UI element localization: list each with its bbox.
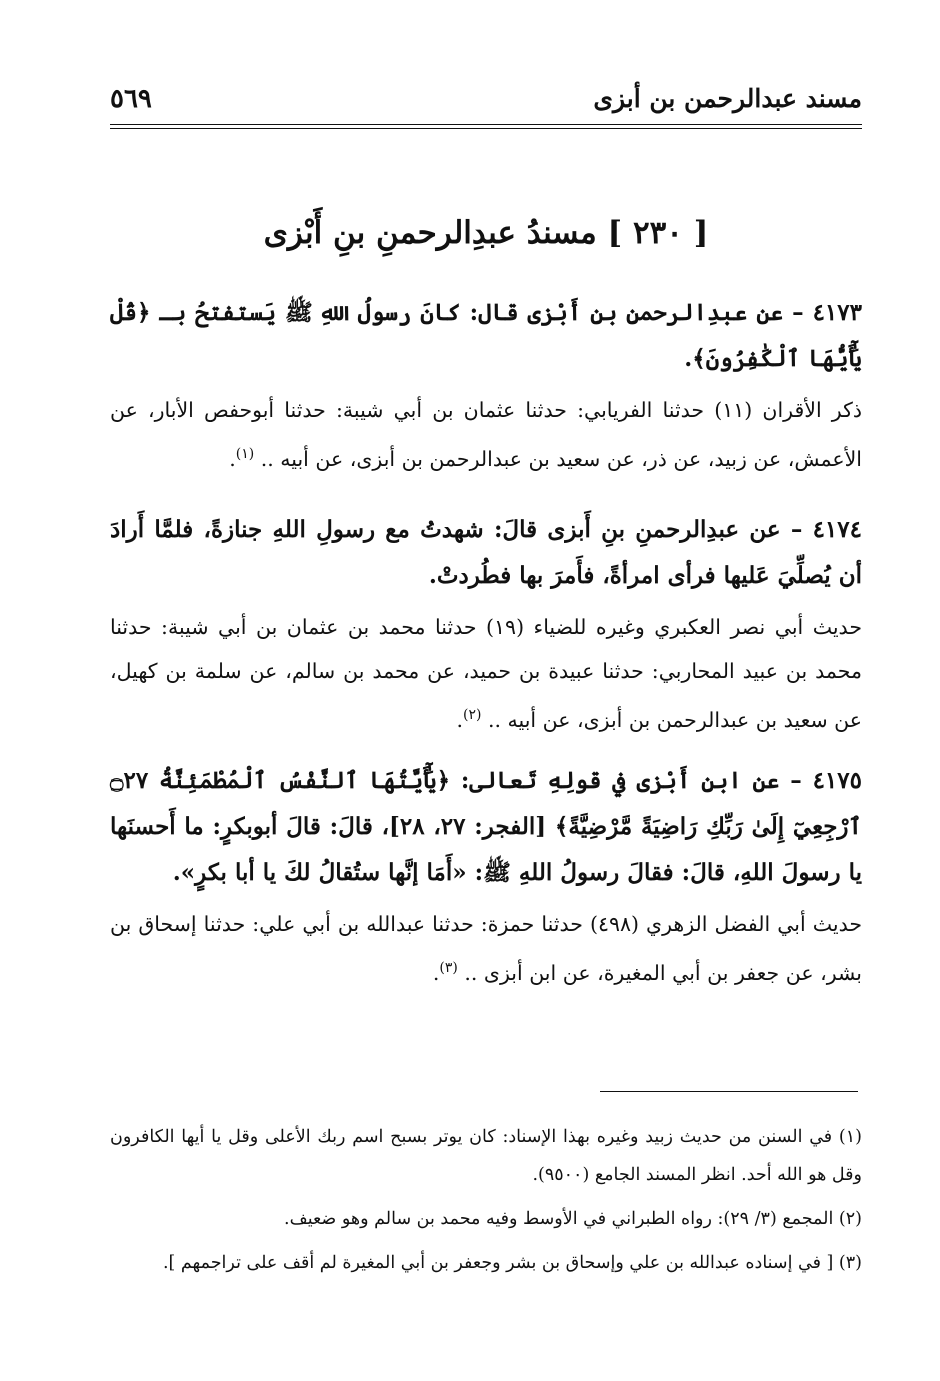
footnote: (٣) [ في إسناده عبدالله بن علي وإسحاق بن بشر وجعفر بن أبي المغيرة لم أقف على تراجمهم ].: [162, 1253, 862, 1273]
hadith-text: ٤١٧٤ – عن عبدِالرحمنِ بنِ أَبزى قالَ: شهدتُ مع رسولِ اللهِ جنازةً، فلمَّا أَرادَ أن يُصلِّيَ عَليها فرأى امرأةً، فأَمرَ بها فطُردتْ.: [110, 515, 862, 589]
footnote-separator: [600, 1091, 858, 1092]
source-text: حديث أبي نصر العكبري وغيره للضياء (١٩) حدثنا محمد بن عثمان بن أبي شيبة: حدثنا محمد بن عبيد المحاربي: حدثنا عبيدة بن حميد، عن محمد بن سالم، عن سلمة بن كهيل، عن سعيد بن عبدالرحمن بن أبزى، عن أبيه ..: [110, 614, 862, 732]
hadith-text: ٤١٧٣ – عن عبدِالرحمنِ بنِ أَبْزى قال: كانَ رسولُ اللهِ ﷺ يَستفتحُ بـ ﴿قُلْ يَٰٓأَيُّهَا ٱلْكَٰفِرُونَ﴾.: [110, 299, 862, 372]
footnote: (٢) المجمع (٣/ ٢٩): رواه الطبراني في الأوسط وفيه محمد بن سالم وهو ضعيف.: [284, 1209, 862, 1229]
source-text: ذكر الأقران (١١) حدثنا الفريابي: حدثنا عثمان بن أبي شيبة: حدثنا أبوحفص الأبار، عن الأعمش، عن زبيد، عن ذر، عن سعيد بن عبدالرحمن بن أبزى، عن أبيه ..: [110, 398, 862, 471]
page-number: ٥٦٩: [110, 84, 152, 114]
footnotes: [110, 1118, 862, 1288]
main-content: [110, 290, 862, 994]
source-text: حديث أبي الفضل الزهري (٤٩٨) حدثنا حمزة: حدثنا عبدالله بن أبي علي: حدثنا إسحاق بن بشر، عن جعفر بن أبي المغيرة، عن ابن أبزى ..: [110, 911, 862, 985]
footnote-marker: (٢): [463, 706, 482, 723]
footnote-marker: (٣): [439, 959, 458, 976]
footnote-marker: (١): [235, 446, 255, 462]
hadith-source: ذكر الأقران (١١) حدثنا الفريابي: حدثنا عثمان بن أبي شيبة: حدثنا أبوحفص الأبار، عن الأعمش، عن زبيد، عن ذر، عن سعيد بن عبدالرحمن بن أبزى، عن أبيه .. $^{(١)}$.: [110, 398, 862, 471]
hadith-source: حديث أبي الفضل الزهري (٤٩٨) حدثنا حمزة: حدثنا عبدالله بن أبي علي: حدثنا إسحاق بن بشر، عن جعفر بن أبي المغيرة، عن ابن أبزى .. $^{(٣)}$.: [110, 911, 862, 985]
hadith-text: ٤١٧٥ – عن ابنِ أَبْزى في قولِهِ تَعالى: ﴿يَٰٓأَيَّتُهَا ٱلنَّفْسُ ٱلْمُطْمَئِنَّةُ ۝٢٧ ٱرْجِعِيٓ إِلَىٰ رَبِّكِ رَاضِيَةً مَّرْضِيَّةً﴾ [الفجر: ٢٧، ٢٨]، قالَ: قالَ أبوبكرٍ: ما أَحسنَها يا رسولَ اللهِ، قالَ: فقالَ رسولُ اللهِ ﷺ: «أَمَا إنَّها ستُقالُ لكَ يا أبا بكرٍ».: [110, 766, 862, 886]
hadith-entry: [110, 507, 862, 742]
hadith-entry: [110, 290, 862, 481]
section-title: [ ٢٣٠ ] مسندُ عبدِالرحمنِ بنِ أَبْزى: [263, 215, 709, 251]
footnote: (١) في السنن من حديث زبيد وغيره بهذا الإسناد: كان يوتر بسبح اسم ربك الأعلى وقل يا أيها الكافرون وقل هو الله أحد. انظر المسند الجامع (٩٥٠٠).: [110, 1127, 862, 1185]
hadith-source: حديث أبي نصر العكبري وغيره للضياء (١٩) حدثنا محمد بن عثمان بن أبي شيبة: حدثنا محمد بن عبيد المحاربي: حدثنا عبيدة بن حميد، عن محمد بن سالم، عن سلمة بن كهيل، عن سعيد بن عبدالرحمن بن أبزى، عن أبيه .. $^{(٢)}$.: [110, 614, 862, 732]
header-rule: [110, 124, 862, 129]
hadith-entry: [110, 758, 862, 995]
running-header-title: مسند عبدالرحمن بن أبزى: [593, 84, 862, 113]
running-header: [110, 78, 862, 128]
